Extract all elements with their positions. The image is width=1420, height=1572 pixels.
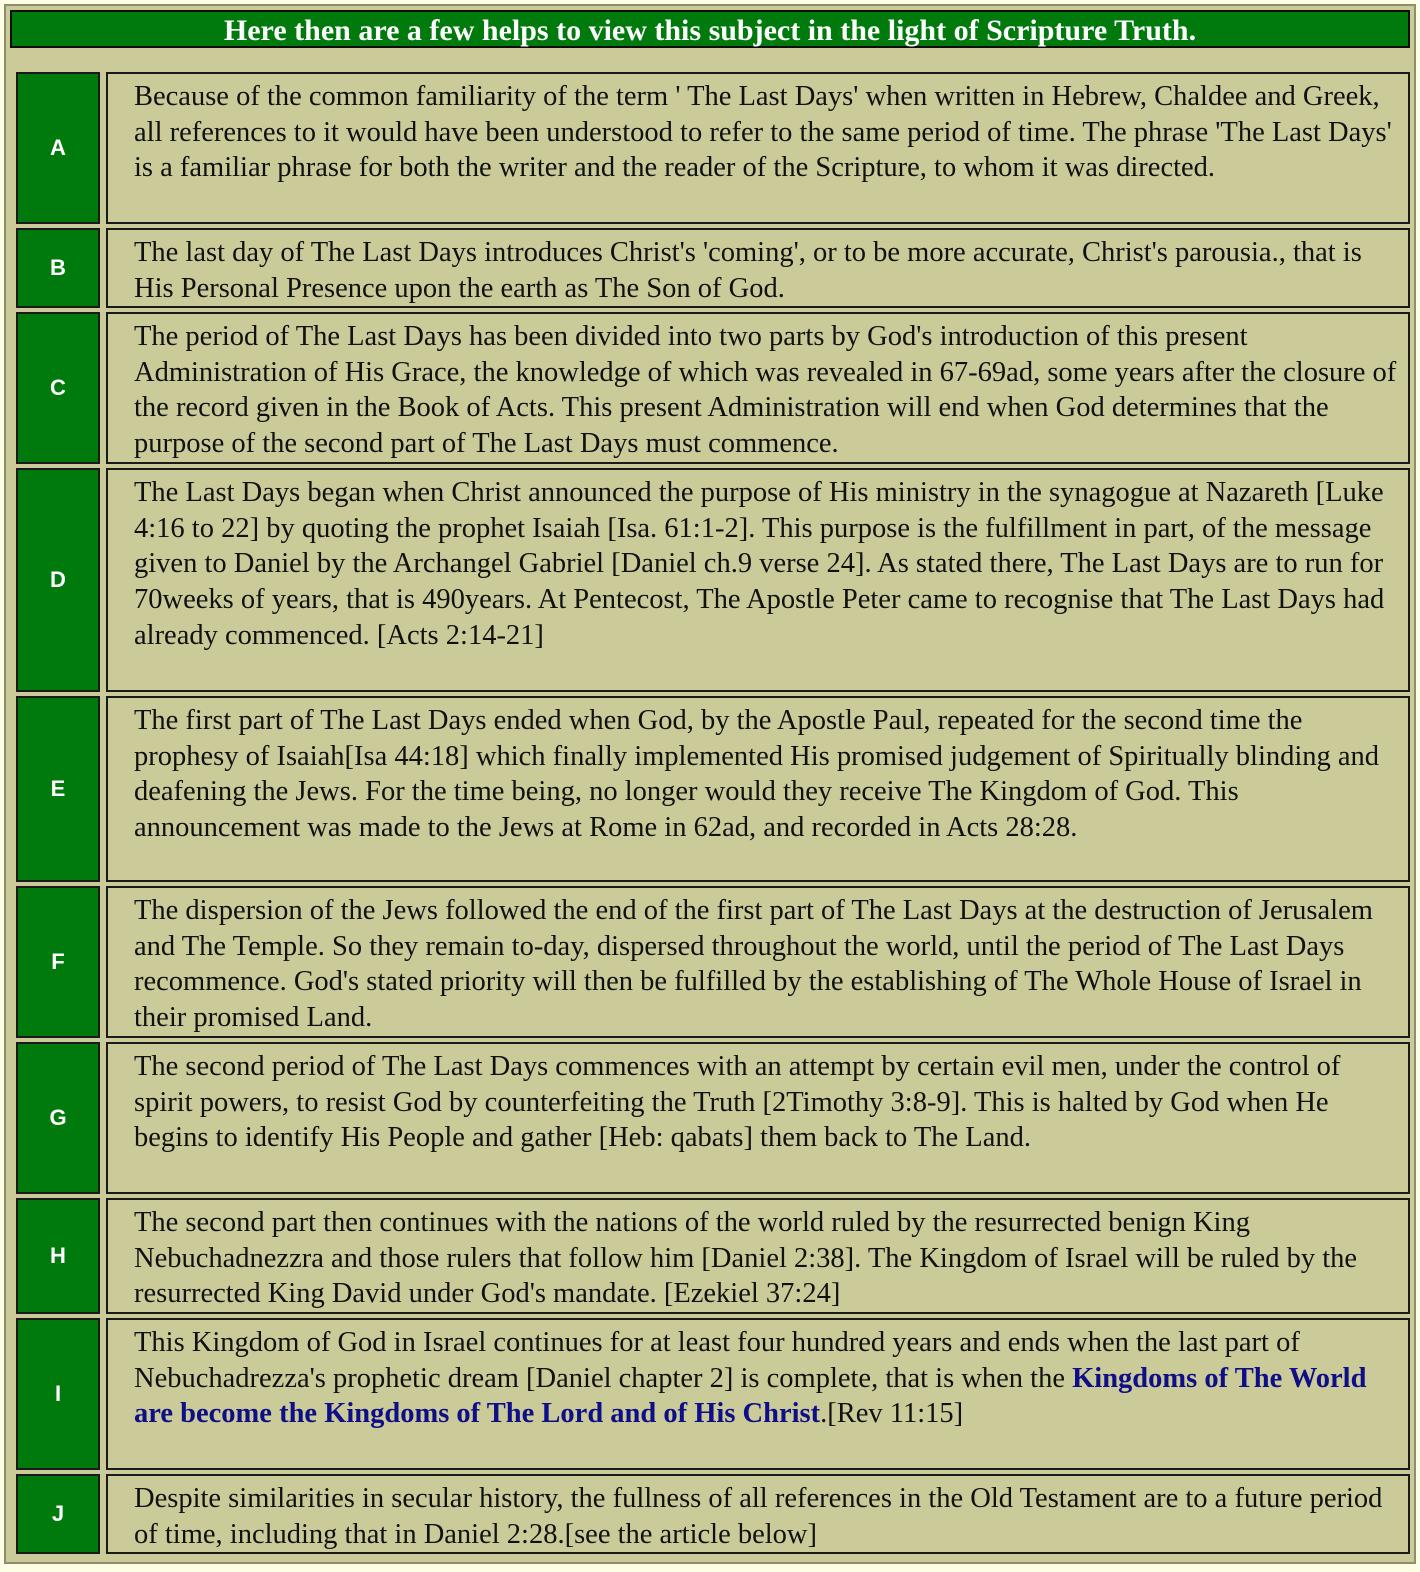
row-text: The dispersion of the Jews followed the end of the first part of The Last Days at the destruction of Jerusalem and The Temple. So they remain to-day, dispersed throughout the world, until the period of The Last Days recommence. God's stated priority will then be fulfilled by the establishing of The Whole House of Israel in their promised Land.: [106, 886, 1410, 1038]
row-text-after: .[Rev 11:15]: [820, 1398, 964, 1430]
row-text-highlight: Kingdoms of The World are become the Kingdoms of The Lord and of His Christ: [134, 1362, 1367, 1430]
row-text: The last day of The Last Days introduces Christ's 'coming', or to be more accurate, Christ's parousia., that is His Personal Presence upon the earth as The Son of God.: [106, 228, 1410, 308]
row-text: The second period of The Last Days commences with an attempt by certain evil men, under the control of spirit powers, to resist God by counterfeiting the Truth [2Timothy 3:8-9]. This is halted by God when He begins to identify His People and gather [Heb: qabats] them back to The Land.: [106, 1042, 1410, 1194]
row-text: Despite similarities in secular history, the fullness of all references in the Old Testament are to a future period of time, including that in Daniel 2:28.[see the article below]: [106, 1474, 1410, 1554]
table-rows: [10, 72, 1410, 1558]
table-row-c: [10, 312, 1410, 464]
content-table: [4, 4, 1416, 1564]
table-row-h: [10, 1198, 1410, 1314]
row-text: The Last Days began when Christ announced the purpose of His ministry in the synagogue at Nazareth [Luke 4:16 to 22] by quoting the prophet Isaiah [Isa. 61:1-2]. This purpose is the fulfillment in part, of the message given to Daniel by the Archangel Gabriel [Daniel ch.9 verse 24]. As stated there, The Last Days are to run for 70weeks of years, that is 490years. At Pentecost, The Apostle Peter came to recognise that The Last Days had already commenced. [Acts 2:14-21]: [106, 468, 1410, 692]
table-row-d: [10, 468, 1410, 692]
table-row-i: [10, 1318, 1410, 1470]
table-row-j: [10, 1474, 1410, 1554]
table-row-a: [10, 72, 1410, 224]
row-label: C: [16, 312, 100, 464]
row-text: Because of the common familiarity of the term ' The Last Days' when written in Hebrew, Chaldee and Greek, all references to it would have been understood to refer to the same period of time. The phrase 'The Last Days' is a familiar phrase for both the writer and the reader of the Scripture, to whom it was directed.: [106, 72, 1410, 224]
row-text: The period of The Last Days has been divided into two parts by God's introduction of this present Administration of His Grace, the knowledge of which was revealed in 67-69ad, some years after the closure of the record given in the Book of Acts. This present Administration will end when God determines that the purpose of the second part of The Last Days must commence.: [106, 312, 1410, 464]
row-label: J: [16, 1474, 100, 1554]
row-text: [106, 1318, 1410, 1470]
row-text-before: This Kingdom of God in Israel continues for at least four hundred years and ends when the last part of Nebuchadrezza's prophetic dream [Daniel chapter 2] is complete, that is when the: [134, 1327, 1300, 1394]
row-label: D: [16, 468, 100, 692]
row-label: E: [16, 696, 100, 882]
table-row-g: [10, 1042, 1410, 1194]
row-text: The first part of The Last Days ended when God, by the Apostle Paul, repeated for the second time the prophesy of Isaiah[Isa 44:18] which finally implemented His promised judgement of Spiritually blinding and deafening the Jews. For the time being, no longer would they receive The Kingdom of God. This announcement was made to the Jews at Rome in 62ad, and recorded in Acts 28:28.: [106, 696, 1410, 882]
table-row-b: [10, 228, 1410, 308]
row-label: H: [16, 1198, 100, 1314]
row-label: A: [16, 72, 100, 224]
row-text: The second part then continues with the nations of the world ruled by the resurrected benign King Nebuchadnezzra and those rulers that follow him [Daniel 2:38]. The Kingdom of Israel will be ruled by the resurrected King David under God's mandate. [Ezekiel 37:24]: [106, 1198, 1410, 1314]
row-label: G: [16, 1042, 100, 1194]
table-row-e: [10, 696, 1410, 882]
table-title: Here then are a few helps to view this subject in the light of Scripture Truth.: [10, 10, 1410, 48]
row-label: F: [16, 886, 100, 1038]
row-label: I: [16, 1318, 100, 1470]
table-row-f: [10, 886, 1410, 1038]
row-label: B: [16, 228, 100, 308]
